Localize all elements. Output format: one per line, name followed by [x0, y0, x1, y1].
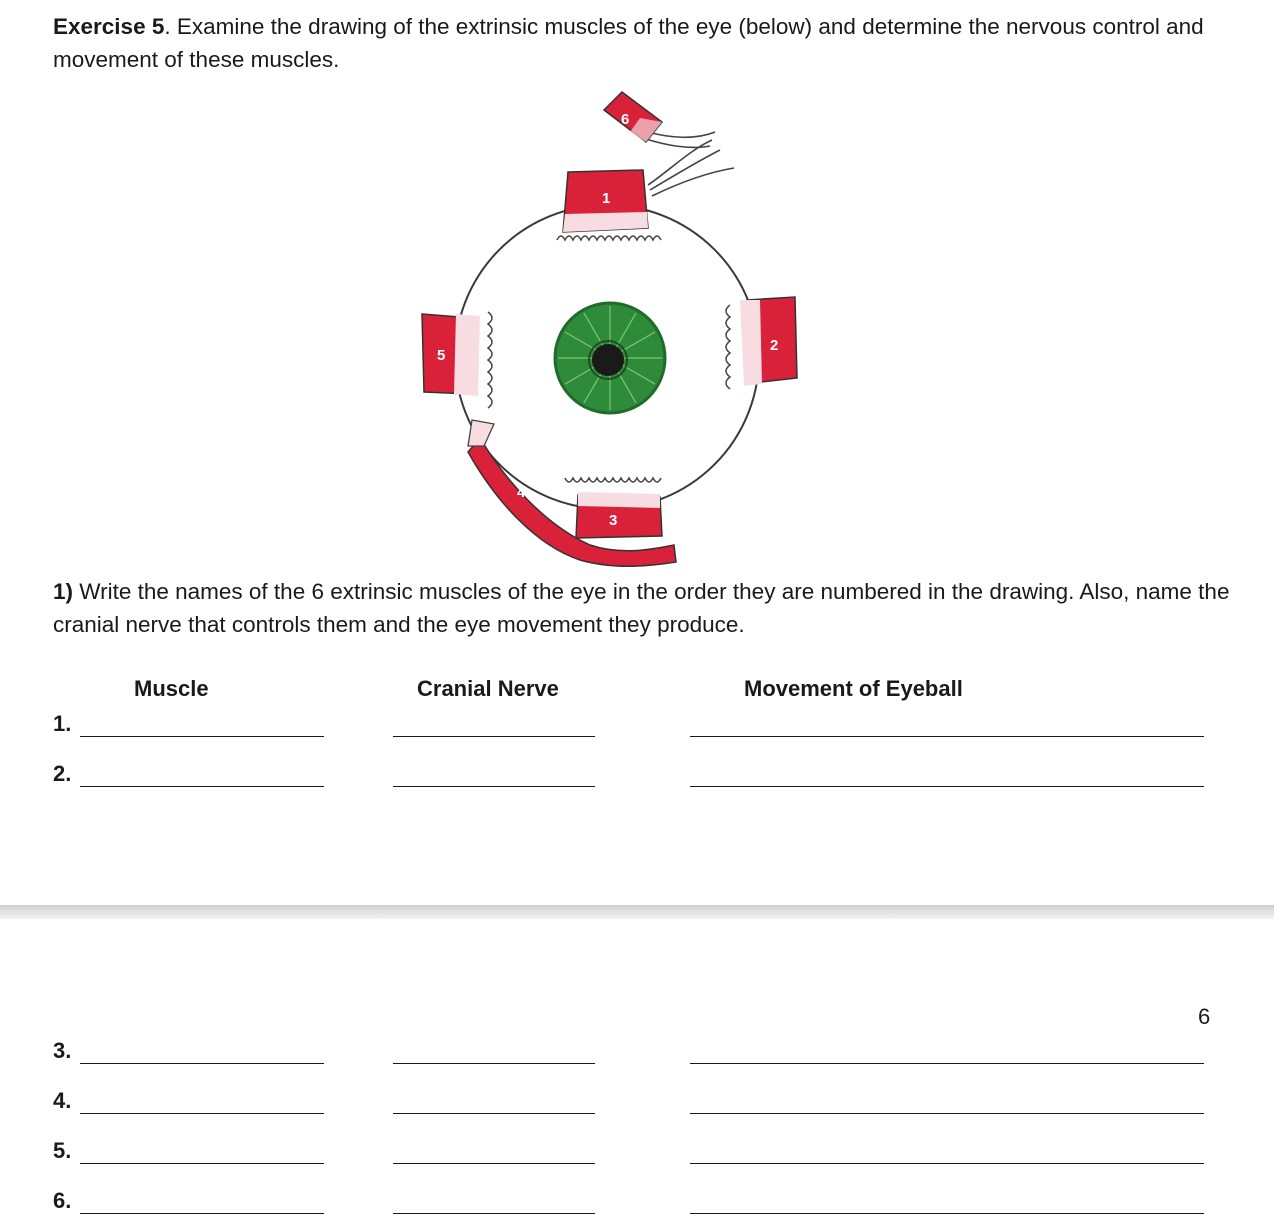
- label-4: 4: [517, 484, 526, 501]
- nerve-answer-blank[interactable]: [393, 1213, 595, 1214]
- label-5: 5: [437, 347, 446, 364]
- nerve-answer-blank[interactable]: [393, 1113, 595, 1114]
- muscle-5: [422, 312, 492, 408]
- page-number: 6: [1198, 1004, 1211, 1029]
- muscle-4: [468, 420, 676, 566]
- movement-answer-blank[interactable]: [690, 786, 1204, 787]
- movement-answer-blank[interactable]: [690, 1113, 1204, 1114]
- muscle-2: [726, 297, 797, 389]
- muscle-answer-blank[interactable]: [80, 1113, 324, 1114]
- nerve-answer-blank[interactable]: [393, 786, 595, 787]
- row-number: 2.: [53, 761, 72, 786]
- muscle-answer-blank[interactable]: [80, 1063, 324, 1064]
- header-cranial-nerve: Cranial Nerve: [417, 676, 559, 701]
- question-1: [53, 575, 1243, 641]
- question-number: 1): [53, 579, 74, 604]
- label-3: 3: [609, 512, 618, 529]
- row-number: 6.: [53, 1188, 72, 1213]
- row-number: 4.: [53, 1088, 72, 1113]
- page-break: [0, 905, 1274, 919]
- label-2: 2: [770, 337, 779, 354]
- muscle-answer-blank[interactable]: [80, 786, 324, 787]
- answer-row-2: [0, 761, 1274, 795]
- nerve-answer-blank[interactable]: [393, 1163, 595, 1164]
- answer-row-3: [0, 1038, 1274, 1072]
- label-6: 6: [621, 111, 630, 128]
- muscle-3: [565, 478, 662, 538]
- answer-row-4: [0, 1088, 1274, 1122]
- answer-row-5: [0, 1138, 1274, 1172]
- pupil: [592, 344, 624, 376]
- muscle-6: [604, 92, 662, 142]
- eye-muscle-diagram: [0, 0, 1274, 580]
- muscle-1: [557, 170, 661, 240]
- trochlea-strands: [646, 132, 734, 196]
- label-1: 1: [602, 190, 611, 207]
- nerve-answer-blank[interactable]: [393, 1063, 595, 1064]
- header-muscle: Muscle: [134, 676, 209, 701]
- exercise-text: . Examine the drawing of the extrinsic muscles of the eye (below) and determine the nervous control and movement of these muscles.: [53, 14, 1204, 72]
- movement-answer-blank[interactable]: [690, 1213, 1204, 1214]
- movement-answer-blank[interactable]: [690, 1063, 1204, 1064]
- movement-answer-blank[interactable]: [690, 736, 1204, 737]
- movement-answer-blank[interactable]: [690, 1163, 1204, 1164]
- muscle-answer-blank[interactable]: [80, 1163, 324, 1164]
- row-number: 5.: [53, 1138, 72, 1163]
- nerve-answer-blank[interactable]: [393, 736, 595, 737]
- muscle-answer-blank[interactable]: [80, 1213, 324, 1214]
- question-text: Write the names of the 6 extrinsic muscles of the eye in the order they are numbered in the drawing. Also, name the cranial nerve that controls them and the eye movement they produce.: [53, 579, 1230, 637]
- row-number: 3.: [53, 1038, 72, 1063]
- answer-row-1: [0, 711, 1274, 745]
- muscle-answer-blank[interactable]: [80, 736, 324, 737]
- exercise-title: Exercise 5: [53, 14, 165, 39]
- row-number: 1.: [53, 711, 72, 736]
- header-movement: Movement of Eyeball: [744, 676, 963, 701]
